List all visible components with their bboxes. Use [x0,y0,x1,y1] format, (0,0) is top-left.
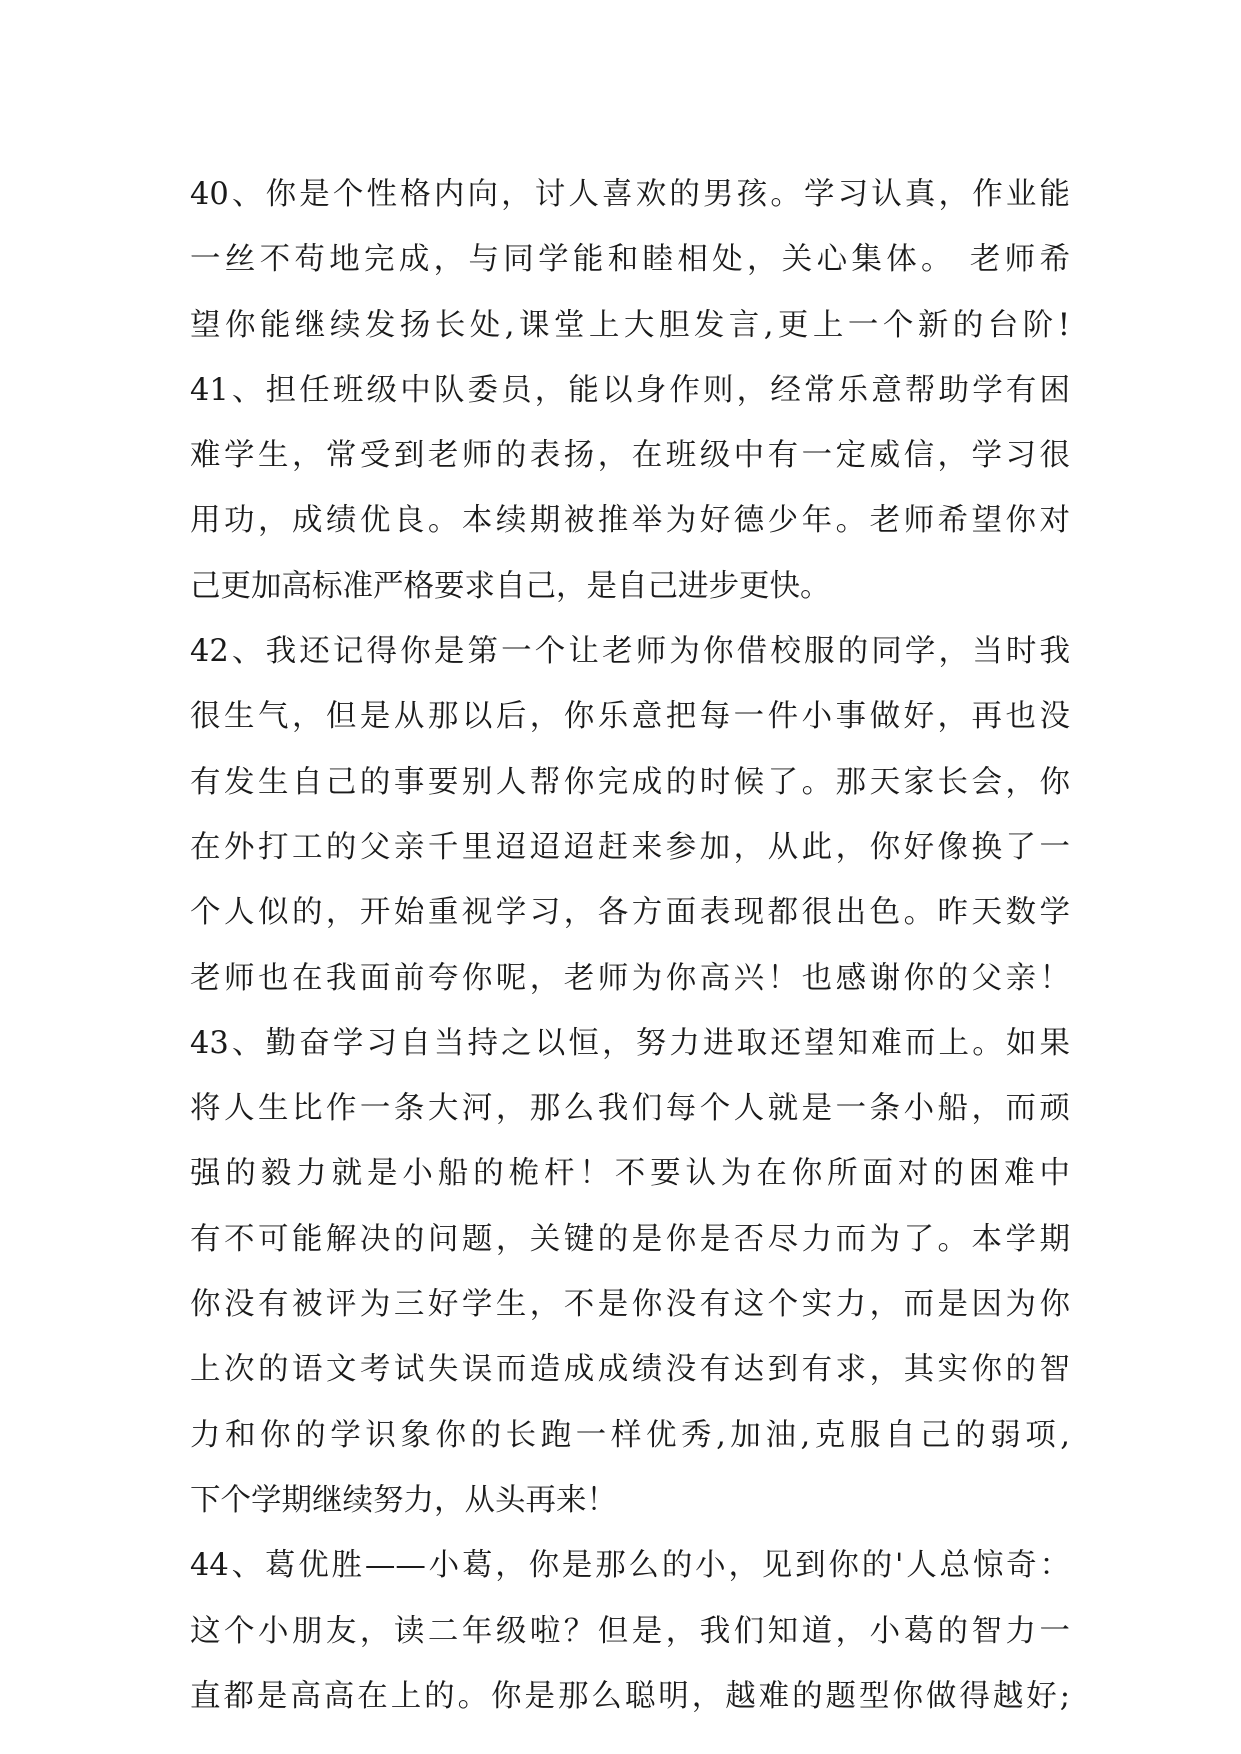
text-line: 上次的语文考试失误而造成成绩没有达到有求，其实你的智 [190,1352,1070,1388]
text-line: 己更加高标准严格要求自己，是自己进步更快。 [190,568,831,604]
text-line: 40、你是个性格内向，讨人喜欢的男孩。学习认真，作业能 [190,177,1070,212]
text-line: 用功，成绩优良。本续期被推举为好德少年。老师希望你对 [190,503,1070,539]
text-line: 你没有被评为三好学生，不是你没有这个实力，而是因为你 [190,1287,1070,1323]
text-line: 下个学期继续努力，从头再来！ [190,1482,617,1518]
text-line: 43、勤奋学习自当持之以恒，努力进取还望知难而上。如果 [190,1025,1070,1061]
text-line: 42、我还记得你是第一个让老师为你借校服的同学，当时我 [190,634,1070,670]
text-line: 难学生，常受到老师的表扬，在班级中有一定威信，学习很 [190,438,1070,474]
text-line: 41、担任班级中队委员，能以身作则，经常乐意帮助学有困 [190,372,1070,408]
text-line: 老师也在我面前夸你呢，老师为你高兴！也感谢你的父亲！ [190,960,1070,996]
text-line: 望你能继续发扬长处,课堂上大胆发言,更上一个新的台阶! [190,307,1070,343]
text-line: 一丝不苟地完成，与同学能和睦相处，关心集体。 老师希 [190,242,1070,278]
document-body [190,162,1070,1729]
text-line: 很生气，但是从那以后，你乐意把每一件小事做好，再也没 [190,699,1070,735]
text-line: 力和你的学识象你的长跑一样优秀,加油,克服自己的弱项, [190,1417,1070,1453]
text-line: 直都是高高在上的。你是那么聪明，越难的题型你做得越好; [190,1678,1070,1714]
text-line: 有发生自己的事要别人帮你完成的时候了。那天家长会，你 [190,764,1070,800]
text-line: 44、葛优胜——小葛，你是那么的小，见到你的'人总惊奇： [190,1548,1070,1584]
text-line: 将人生比作一条大河，那么我们每个人就是一条小船，而顽 [190,1091,1070,1127]
text-line: 强的毅力就是小船的桅杆！不要认为在你所面对的困难中 [190,1156,1070,1192]
text-line: 在外打工的父亲千里迢迢迢赶来参加，从此，你好像换了一 [190,829,1070,865]
text-line: 有不可能解决的问题，关键的是你是否尽力而为了。本学期 [190,1221,1070,1257]
text-line: 个人似的，开始重视学习，各方面表现都很出色。昨天数学 [190,895,1070,931]
text-line: 这个小朋友，读二年级啦？但是，我们知道，小葛的智力一 [190,1613,1070,1649]
